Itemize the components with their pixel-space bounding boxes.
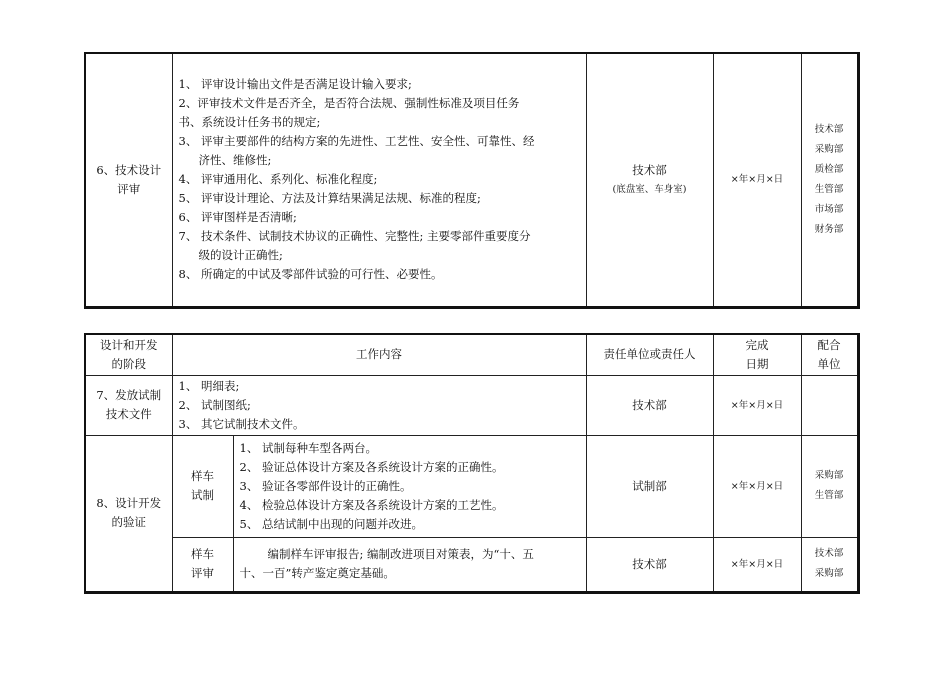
header-line: 单位 bbox=[817, 356, 841, 371]
content-line: 3、 其它试制技术文件。 bbox=[178, 416, 305, 431]
coop-unit: 采购部 bbox=[814, 470, 844, 481]
content-line: 2、 试制图纸; bbox=[178, 397, 251, 412]
coop-unit: 生管部 bbox=[814, 183, 844, 195]
content-line: 6、 评审图样是否清晰; bbox=[178, 210, 297, 225]
responsible-unit-cell: 技术部 bbox=[586, 375, 713, 435]
stage-line: 技术文件 bbox=[105, 407, 152, 421]
unit-name: 技术部 bbox=[632, 162, 667, 177]
work-content-cell bbox=[172, 375, 586, 435]
coop-unit: 财务部 bbox=[814, 223, 844, 235]
sub-stage-line: 试制 bbox=[191, 488, 214, 502]
header-date bbox=[713, 334, 801, 375]
header-line: 的阶段 bbox=[111, 356, 146, 371]
content-line: 2、评审技术文件是否齐全，是否符合法规、强制性标准及项目任务 bbox=[178, 96, 520, 111]
responsible-unit-cell: 试制部 bbox=[586, 435, 713, 537]
content-line: 7、 技术条件、试制技术协议的正确性、完整性; 主要零部件重要度分 bbox=[178, 229, 531, 244]
work-content-cell bbox=[233, 537, 586, 592]
completion-date-cell: ×年×月×日 bbox=[713, 435, 801, 537]
stage-line: 6、技术设计 bbox=[96, 162, 162, 177]
header-line: 日期 bbox=[745, 356, 769, 371]
content-line: 1、 试制每种车型各两台。 bbox=[239, 440, 377, 455]
work-content-cell bbox=[233, 435, 586, 537]
coop-unit: 采购部 bbox=[814, 143, 844, 155]
coop-unit: 技术部 bbox=[814, 123, 844, 135]
cooperating-units-cell bbox=[801, 375, 858, 435]
header-content: 工作内容 bbox=[172, 334, 586, 375]
content-line: 4、 评审通用化、系列化、标准化程度; bbox=[178, 172, 378, 187]
coop-unit: 采购部 bbox=[814, 568, 844, 579]
row-7 bbox=[85, 375, 858, 435]
row-8-sample-review bbox=[85, 537, 858, 592]
row-8-sample-trial bbox=[85, 435, 858, 537]
table-design-development bbox=[84, 333, 860, 594]
content-line: 书、系统设计任务书的规定; bbox=[178, 115, 321, 130]
content-line: 5、 评审设计理论、方法及计算结果满足法规、标准的程度; bbox=[178, 191, 481, 206]
content-line: 3、 评审主要部件的结构方案的先进性、工艺性、安全性、可靠性、经 bbox=[178, 134, 535, 149]
content-line: 1、 评审设计输出文件是否满足设计输入要求; bbox=[178, 77, 412, 92]
content-line: 5、 总结试制中出现的问题并改进。 bbox=[239, 516, 423, 531]
stage-cell bbox=[85, 53, 172, 307]
sub-stage-cell bbox=[172, 435, 233, 537]
header-line: 配合 bbox=[817, 337, 841, 352]
content-line: 8、 所确定的中试及零部件试验的可行性、必要性。 bbox=[178, 267, 443, 282]
cooperating-units-cell bbox=[801, 53, 858, 307]
header-line: 设计和开发 bbox=[100, 337, 158, 352]
cooperating-units-cell bbox=[801, 537, 858, 592]
content-line: 十、一百”转产鉴定奠定基础。 bbox=[239, 566, 395, 580]
table-technical-design-review bbox=[84, 52, 860, 309]
completion-date-cell: ×年×月×日 bbox=[713, 53, 801, 307]
header-unit: 责任单位或责任人 bbox=[586, 334, 713, 375]
header-row bbox=[85, 334, 858, 375]
stage-line: 的验证 bbox=[111, 515, 146, 529]
completion-date-cell: ×年×月×日 bbox=[713, 537, 801, 592]
sub-stage-line: 样车 bbox=[191, 547, 214, 561]
stage-cell bbox=[85, 435, 172, 592]
stage-line: 8、设计开发 bbox=[96, 496, 162, 510]
work-content-cell bbox=[172, 53, 586, 307]
content-line: 2、 验证总体设计方案及各系统设计方案的正确性。 bbox=[239, 459, 504, 474]
content-line: 级的设计正确性; bbox=[198, 248, 283, 263]
content-line: 4、 检验总体设计方案及各系统设计方案的工艺性。 bbox=[239, 497, 504, 512]
unit-note: (底盘室、车身室) bbox=[612, 183, 687, 195]
responsible-unit-cell bbox=[586, 53, 713, 307]
sub-stage-cell bbox=[172, 537, 233, 592]
responsible-unit-cell: 技术部 bbox=[586, 537, 713, 592]
content-line: 编制样车评审报告; 编制改进项目对策表，为“十、五 bbox=[267, 547, 534, 561]
coop-unit: 市场部 bbox=[814, 203, 844, 215]
cooperating-units-cell bbox=[801, 435, 858, 537]
stage-cell bbox=[85, 375, 172, 435]
header-coop bbox=[801, 334, 858, 375]
stage-line: 7、发放试制 bbox=[96, 388, 162, 402]
content-line: 济性、维修性; bbox=[198, 153, 272, 168]
content-line: 1、 明细表; bbox=[178, 378, 240, 393]
coop-unit: 质检部 bbox=[814, 163, 844, 175]
header-line: 完成 bbox=[745, 337, 769, 352]
sub-stage-line: 评审 bbox=[191, 566, 214, 580]
content-line: 3、 验证各零部件设计的正确性。 bbox=[239, 478, 412, 493]
sub-stage-line: 样车 bbox=[191, 469, 214, 483]
stage-line: 评审 bbox=[117, 181, 141, 196]
coop-unit: 技术部 bbox=[814, 548, 844, 559]
coop-unit: 生管部 bbox=[814, 490, 844, 501]
header-stage bbox=[85, 334, 172, 375]
completion-date-cell: ×年×月×日 bbox=[713, 375, 801, 435]
